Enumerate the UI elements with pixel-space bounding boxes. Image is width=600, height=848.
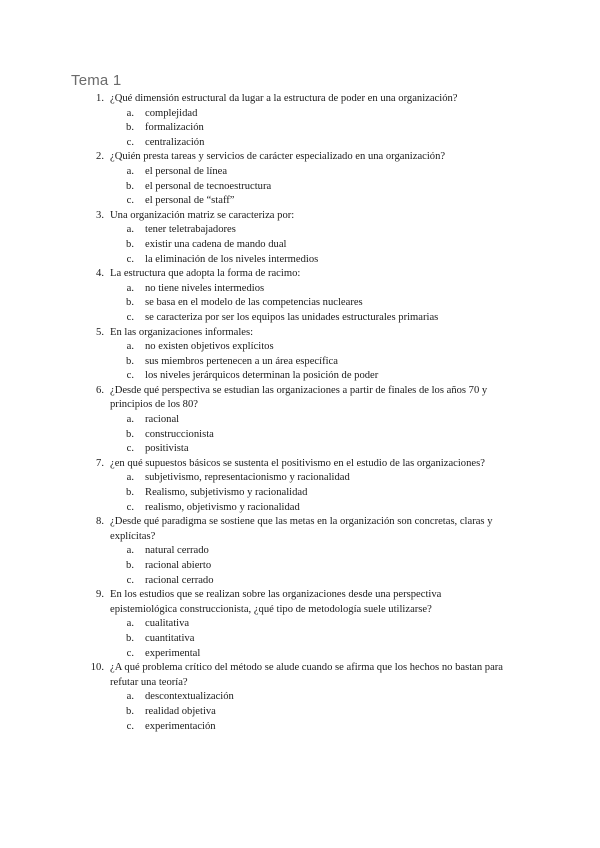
option-item bbox=[0, 690, 600, 705]
question-item bbox=[0, 661, 600, 734]
option-letter: b. bbox=[126, 632, 134, 644]
option-letter: c. bbox=[126, 311, 134, 323]
option-letter: b. bbox=[126, 180, 134, 192]
question-number: 6. bbox=[96, 384, 104, 396]
option-letter: a. bbox=[126, 165, 134, 177]
option-text: complejidad bbox=[145, 107, 198, 119]
option-text: positivista bbox=[145, 443, 189, 455]
option-item bbox=[0, 559, 600, 574]
option-item bbox=[0, 136, 600, 151]
question-number: 10. bbox=[90, 662, 104, 674]
question-text: ¿Desde qué paradigma se sostiene que las metas en la organización son concretas, claras y explícitas? bbox=[110, 516, 493, 542]
question-item bbox=[0, 326, 600, 384]
question-text: En las organizaciones informales: bbox=[110, 326, 254, 338]
option-text: natural cerrado bbox=[145, 545, 209, 557]
option-text: experimentación bbox=[145, 720, 216, 732]
question-number: 7. bbox=[96, 457, 104, 469]
option-item bbox=[0, 107, 600, 122]
option-letter: b. bbox=[126, 560, 134, 571]
option-item bbox=[0, 296, 600, 311]
option-list bbox=[0, 413, 600, 457]
option-item bbox=[0, 253, 600, 268]
option-item bbox=[0, 471, 600, 486]
option-text: cuantitativa bbox=[145, 632, 195, 644]
option-letter: c. bbox=[126, 195, 134, 207]
option-text: la eliminación de los niveles intermedios bbox=[145, 253, 319, 265]
option-list bbox=[0, 223, 600, 267]
option-text: sus miembros pertenecen a un área específica bbox=[145, 355, 338, 367]
question-item bbox=[0, 515, 600, 588]
option-letter: b. bbox=[126, 428, 134, 440]
question-text: ¿A qué problema crítico del método se alude cuando se afirma que los hechos no bastan para refutar una teoría? bbox=[110, 662, 504, 688]
question-item bbox=[0, 92, 600, 150]
option-item bbox=[0, 223, 600, 238]
option-item bbox=[0, 340, 600, 355]
option-item bbox=[0, 574, 600, 589]
option-text: Realismo, subjetivismo y racionalidad bbox=[145, 487, 308, 499]
option-letter: c. bbox=[126, 574, 134, 586]
option-letter: a. bbox=[126, 224, 134, 236]
question-text: ¿Quién presta tareas y servicios de carácter especializado en una organización? bbox=[110, 151, 446, 163]
option-text: experimental bbox=[145, 647, 201, 659]
option-letter: b. bbox=[126, 705, 134, 717]
option-letter: b. bbox=[126, 487, 134, 499]
option-letter: c. bbox=[126, 136, 134, 148]
question-text: ¿en qué supuestos básicos se sustenta el positivismo en el estudio de las organizaciones? bbox=[110, 457, 485, 469]
question-item bbox=[0, 150, 600, 208]
option-text: no existen objetivos explícitos bbox=[145, 341, 274, 353]
question-text: La estructura que adopta la forma de racimo: bbox=[110, 268, 301, 280]
option-text: descontextualización bbox=[145, 691, 234, 703]
option-item bbox=[0, 647, 600, 662]
option-text: formalización bbox=[145, 122, 204, 134]
option-letter: a. bbox=[126, 545, 134, 557]
option-item bbox=[0, 180, 600, 195]
option-text: los niveles jerárquicos determinan la posición de poder bbox=[145, 370, 379, 382]
option-item bbox=[0, 705, 600, 720]
option-item bbox=[0, 165, 600, 180]
option-list bbox=[0, 282, 600, 326]
question-number: 4. bbox=[96, 268, 104, 280]
option-text: cualitativa bbox=[145, 618, 190, 630]
option-letter: c. bbox=[126, 501, 134, 513]
option-text: centralización bbox=[145, 136, 205, 148]
option-list bbox=[0, 165, 600, 209]
option-list bbox=[0, 617, 600, 661]
question-number: 1. bbox=[96, 93, 104, 104]
option-letter: c. bbox=[126, 443, 134, 455]
option-item bbox=[0, 486, 600, 501]
option-item bbox=[0, 720, 600, 735]
option-text: racional cerrado bbox=[145, 574, 214, 586]
option-text: realismo, objetivismo y racionalidad bbox=[145, 501, 300, 513]
question-item bbox=[0, 457, 600, 515]
option-text: se basa en el modelo de las competencias nucleares bbox=[145, 297, 363, 309]
question-number: 5. bbox=[96, 326, 104, 338]
option-list bbox=[0, 544, 600, 588]
option-item bbox=[0, 617, 600, 632]
option-item bbox=[0, 194, 600, 209]
option-letter: b. bbox=[126, 355, 134, 367]
option-text: el personal de “staff” bbox=[145, 195, 235, 207]
option-text: existir una cadena de mando dual bbox=[145, 238, 287, 250]
option-item bbox=[0, 355, 600, 370]
question-number: 3. bbox=[96, 209, 104, 221]
question-item bbox=[0, 267, 600, 325]
option-letter: b. bbox=[126, 297, 134, 309]
option-text: no tiene niveles intermedios bbox=[145, 282, 265, 294]
page-title: Tema 1 bbox=[71, 72, 122, 89]
option-item bbox=[0, 311, 600, 326]
option-item bbox=[0, 413, 600, 428]
option-item bbox=[0, 238, 600, 253]
option-list bbox=[0, 107, 600, 151]
question-item bbox=[0, 588, 600, 661]
option-letter: a. bbox=[126, 691, 134, 703]
option-text: subjetivismo, representacionismo y racionalidad bbox=[145, 472, 350, 484]
question-list bbox=[0, 92, 600, 734]
option-letter: a. bbox=[126, 341, 134, 353]
option-letter: a. bbox=[126, 414, 134, 426]
option-text: se caracteriza por ser los equipos las unidades estructurales primarias bbox=[145, 311, 439, 323]
question-item bbox=[0, 384, 600, 457]
option-text: tener teletrabajadores bbox=[145, 224, 236, 236]
option-letter: a. bbox=[126, 282, 134, 294]
option-letter: a. bbox=[126, 472, 134, 484]
question-item bbox=[0, 209, 600, 267]
option-text: construccionista bbox=[145, 428, 214, 440]
option-letter: b. bbox=[126, 122, 134, 134]
option-item bbox=[0, 282, 600, 297]
option-letter: a. bbox=[126, 107, 134, 119]
question-text: Una organización matriz se caracteriza por: bbox=[110, 209, 295, 221]
option-list bbox=[0, 471, 600, 515]
option-item bbox=[0, 544, 600, 559]
option-text: el personal de línea bbox=[145, 165, 228, 177]
option-letter: c. bbox=[126, 647, 134, 659]
option-letter: b. bbox=[126, 238, 134, 250]
question-number: 8. bbox=[96, 516, 104, 528]
option-list bbox=[0, 690, 600, 734]
option-text: realidad objetiva bbox=[145, 705, 216, 717]
question-text: En los estudios que se realizan sobre las organizaciones desde una perspectiva epistemiológica construccionista, ¿qué tipo de metodología suele utilizarse? bbox=[110, 589, 442, 615]
option-item bbox=[0, 442, 600, 457]
option-list bbox=[0, 340, 600, 384]
option-item bbox=[0, 121, 600, 136]
option-item bbox=[0, 369, 600, 384]
option-item bbox=[0, 632, 600, 647]
option-letter: a. bbox=[126, 618, 134, 630]
question-number: 9. bbox=[96, 589, 104, 601]
question-text: ¿Qué dimensión estructural da lugar a la estructura de poder en una organización? bbox=[110, 93, 458, 104]
option-text: racional abierto bbox=[145, 560, 212, 571]
option-letter: c. bbox=[126, 253, 134, 265]
option-text: racional bbox=[145, 414, 180, 426]
option-item bbox=[0, 501, 600, 516]
option-letter: c. bbox=[126, 370, 134, 382]
question-text: ¿Desde qué perspectiva se estudian las organizaciones a partir de finales de los años 70 y principios de los 80? bbox=[110, 384, 488, 411]
option-letter: c. bbox=[126, 720, 134, 732]
option-text: el personal de tecnoestructura bbox=[145, 180, 272, 192]
question-number: 2. bbox=[96, 151, 104, 163]
option-item bbox=[0, 428, 600, 443]
